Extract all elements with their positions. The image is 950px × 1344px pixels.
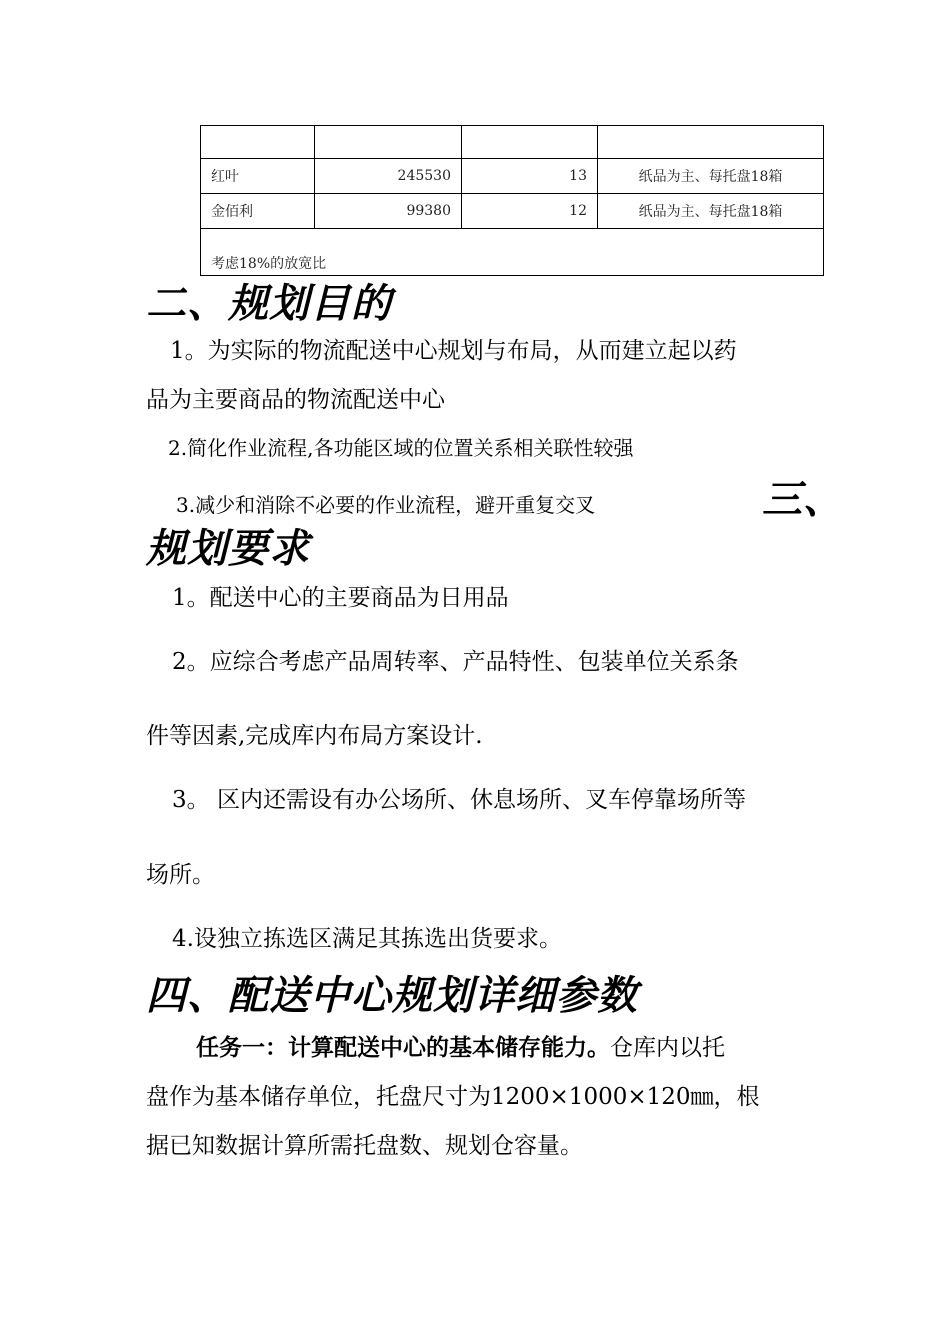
paragraph-2-1-line1: 1。为实际的物流配送中心规划与布局，从而建立起以药 [170,338,737,364]
section-heading-4: 四、配送中心规划详细参数 [146,973,638,1019]
table-row [201,126,824,159]
table-row [201,194,824,229]
table-footnote-row [201,229,824,276]
task-paragraph-line3: 据已知数据计算所需托盘数、规划仓容量。 [146,1133,583,1159]
task-paragraph-line2: 盘作为基本储存单位，托盘尺寸为1200×1000×120㎜，根 [146,1084,760,1110]
paragraph-2-3: 3.减少和消除不必要的作业流程，避开重复交叉 [176,493,596,517]
paragraph-3-2-line1: 2。应综合考虑产品周转率、产品特性、包装单位关系条 [172,649,739,675]
paragraph-3-3-line1: 3。 区内还需设有办公场所、休息场所、叉车停靠场所等 [172,787,746,813]
table-footnote: 考虑18%的放宽比 [201,229,824,276]
task-text: 仓库内以托 [610,1035,725,1061]
row-note: 纸品为主、每托盘18箱 [598,159,824,194]
row-note: 纸品为主、每托盘18箱 [598,194,824,229]
paragraph-3-4: 4.设独立拣选区满足其拣选出货要求。 [172,926,562,952]
row-value: 99380 [315,194,462,229]
storage-table [200,125,824,276]
task-title: 任务一：计算配送中心的基本储存能力。 [196,1034,610,1061]
row-count: 12 [462,194,598,229]
row-name: 金佰利 [201,194,315,229]
row-name: 红叶 [201,159,315,194]
paragraph-3-1: 1。配送中心的主要商品为日用品 [172,585,509,611]
paragraph-2-2: 2.简化作业流程,各功能区域的位置关系相关联性较强 [168,436,634,460]
table-row [201,159,824,194]
paragraph-3-2-line2: 件等因素,完成库内布局方案设计. [146,723,483,749]
section-heading-3-part1: 三、 [762,477,844,523]
paragraph-2-1-line2: 品为主要商品的物流配送中心 [146,387,445,413]
section-heading-3-part2: 规划要求 [146,526,310,572]
row-value: 245530 [315,159,462,194]
row-count: 13 [462,159,598,194]
task-paragraph-line1 [196,1033,725,1063]
paragraph-3-3-line2: 场所。 [146,862,215,888]
section-heading-2: 二、规划目的 [146,281,392,327]
